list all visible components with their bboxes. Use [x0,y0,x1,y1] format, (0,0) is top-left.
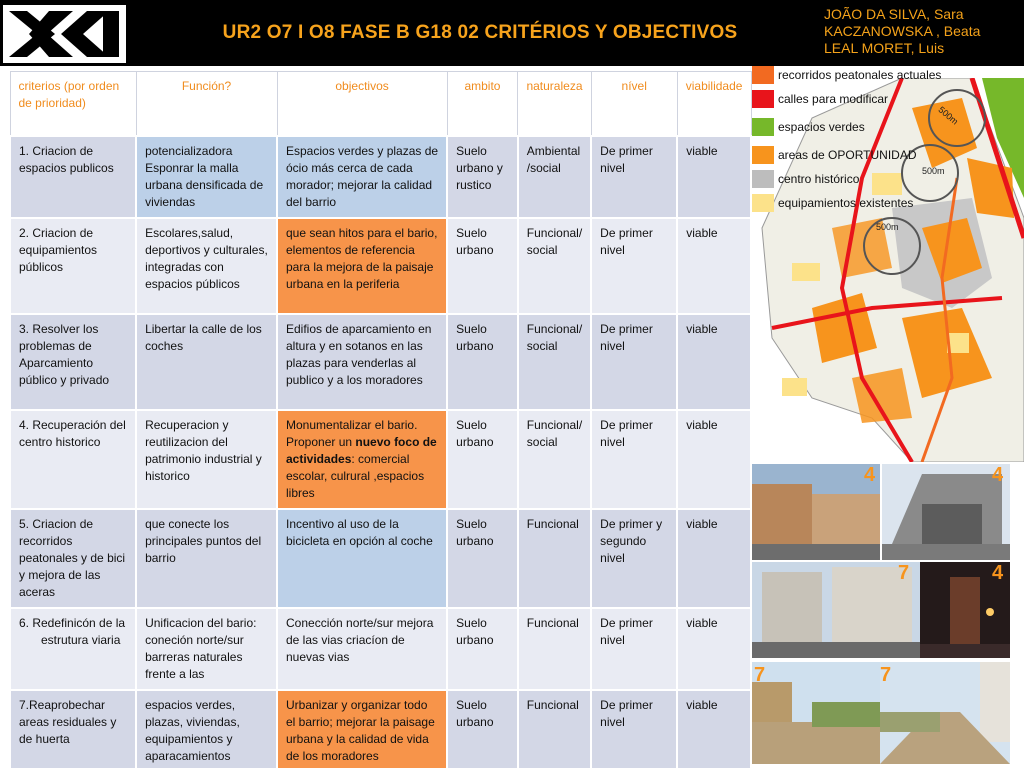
naturaleza-cell: Funcional [518,608,591,690]
photo-number: 7 [898,562,910,584]
radius-label: 500m [936,104,961,127]
photo-number: 4 [992,562,1004,584]
ambito-cell: Suelo urbano [447,410,518,509]
viabilidade-cell: viable [677,218,751,314]
column-header: objectivos [277,72,447,136]
table-row [10,136,751,218]
street-photo [752,464,880,560]
dirt-road-photo [880,662,1010,764]
legend-label: espacios verdes [778,120,865,134]
ambito-cell: Suelo urbano [447,608,518,690]
viabilidade-cell: viable [677,509,751,608]
nivel-cell: De primer nivel [591,608,677,690]
ambito-cell: Suelo urbano [447,690,518,768]
criterio-cell [10,608,136,690]
viabilidade-cell: viable [677,410,751,509]
objectivo-cell: que sean hitos para el bario, elementos de referencia para la mejora de la paisaje urbana en la periferia [277,218,447,314]
objectivo-cell: Incentivo al uso de la bicicleta en opción al coche [277,509,447,608]
criterio-cell: 2. Criacion de equipamientos públicos [10,218,136,314]
nivel-cell: De primer nivel [591,690,677,768]
criterio-cell: 4. Recuperación del centro historico [10,410,136,509]
legend-label: recorridos peatonales actuales [778,68,942,82]
table-row [10,690,751,768]
table-row [10,314,751,410]
photo-number: 4 [864,464,876,486]
naturaleza-cell: Funcional/ social [518,314,591,410]
funcion-cell: Escolares,salud, deportivos y culturales, integradas con espacios públicos [136,218,277,314]
radius-label: 500m [876,222,899,232]
funcion-cell: Unificacion del bario: coneción norte/sur barreras naturales frente a las [136,608,277,690]
legend-label: equipamientos existentes [778,196,914,210]
ambito-cell: Suelo urbano [447,509,518,608]
naturaleza-cell: Ambiental /social [518,136,591,218]
yellow-swatch-icon [752,194,774,212]
grey-swatch-icon [752,170,774,188]
ambito-cell: Suelo urbano [447,218,518,314]
author-name: JOÃO DA SILVA, Sara [824,6,964,22]
column-header: nível [591,72,677,136]
objectivo-text: Monumentalizar el bario. Proponer un [286,417,418,449]
author-list [824,6,1024,57]
criterio-text: 6. Redefinicón de la estrutura viaria [19,615,126,647]
table-header-row [10,72,751,136]
legend-item [752,118,865,136]
legend-label: calles para modificar [778,92,889,106]
author-name: LEAL MORET, Luis [824,40,945,56]
objectivo-cell: Edifios de aparcamiento en altura y en sotanos en las plazas para venderlas al publico y a los moradores [277,314,447,410]
column-header: Función? [136,72,277,136]
header-bar [0,0,1024,66]
naturaleza-cell: Funcional [518,509,591,608]
residual-lot-photo [752,662,880,764]
funcion-cell: espacios verdes, plazas, viviendas, equipamientos y aparacamientos [136,690,277,768]
criteria-table [9,71,752,768]
viabilidade-cell: viable [677,608,751,690]
photo-number: 4 [992,464,1004,486]
legend-item [752,146,917,164]
funcion-cell: que conecte los principales puntos del barrio [136,509,277,608]
table-row [10,509,751,608]
viabilidade-cell: viable [677,690,751,768]
column-header: viabilidade [677,72,751,136]
funcion-cell: Libertar la calle de los coches [136,314,277,410]
red-swatch-icon [752,90,774,108]
criterio-cell: 1. Criacion de espacios publicos [10,136,136,218]
building-photo [882,464,1010,560]
nivel-cell: De primer nivel [591,410,677,509]
criterio-cell: 7.Reaprobechar areas residuales y de huerta [10,690,136,768]
criterio-cell: 5. Criacion de recorridos peatonales y de bici y mejora de las aceras [10,509,136,608]
orange-red-swatch-icon [752,66,774,84]
radius-label: 500m [922,166,945,176]
logo [3,5,126,63]
legend-item [752,194,913,212]
viabilidade-cell: viable [677,136,751,218]
table-row [10,608,751,690]
ambito-cell: Suelo urbano [447,314,518,410]
legend-item [752,66,941,84]
viabilidade-cell: viable [677,314,751,410]
table-row [10,410,751,509]
legend-label: areas de OPORTUNIDAD [778,148,917,162]
naturaleza-cell: Funcional [518,690,591,768]
photo-number: 7 [880,664,892,686]
nivel-cell: De primer y segundo nivel [591,509,677,608]
naturaleza-cell: Funcional/ social [518,410,591,509]
objectivo-cell: Urbanizar y organizar todo el barrio; mejorar la paisage urbana y la calidad de vida de los moradores [277,690,447,768]
column-header: naturaleza [518,72,591,136]
naturaleza-cell: Funcional/ social [518,218,591,314]
nivel-cell: De primer nivel [591,314,677,410]
photo-number: 7 [754,664,766,686]
table-row [10,218,751,314]
nivel-cell: De primer nivel [591,218,677,314]
objectivo-highlight: nuevo foco de actividades [286,434,437,466]
green-swatch-icon [752,118,774,136]
criterio-cell: 3. Resolver los problemas de Aparcamiento público y privado [10,314,136,410]
objectivo-cell [277,410,447,509]
objectivo-cell: Conección norte/sur mejora de las vias criacíon de nuevas vias [277,608,447,690]
column-header: ambito [447,72,518,136]
page-title: UR2 O7 I O8 FASE B G18 02 CRITÉRIOS Y OBJECTIVOS [222,22,738,43]
objectivo-cell: Espacios verdes y plazas de ócio más cerca de cada morador; mejorar la calidad del barrio [277,136,447,218]
column-header: criterios (por orden de prioridad) [10,72,136,136]
nivel-cell: De primer nivel [591,136,677,218]
author-name: KACZANOWSKA , Beata [824,23,981,39]
legend-item [752,90,888,108]
funcion-cell: potencializadora Esponrar la malla urbana densificada de viviendas [136,136,277,218]
funcion-cell: Recuperacion y reutilizacion del patrimonio industrial y historico [136,410,277,509]
ambito-cell: Suelo urbano y rustico [447,136,518,218]
orange-swatch-icon [752,146,774,164]
apartments-photo [752,562,920,658]
legend-item [752,170,859,188]
objectivo-text: : comercial escolar, culrural ,espacios libres [286,451,425,500]
legend-label: centro histórico [778,172,860,186]
